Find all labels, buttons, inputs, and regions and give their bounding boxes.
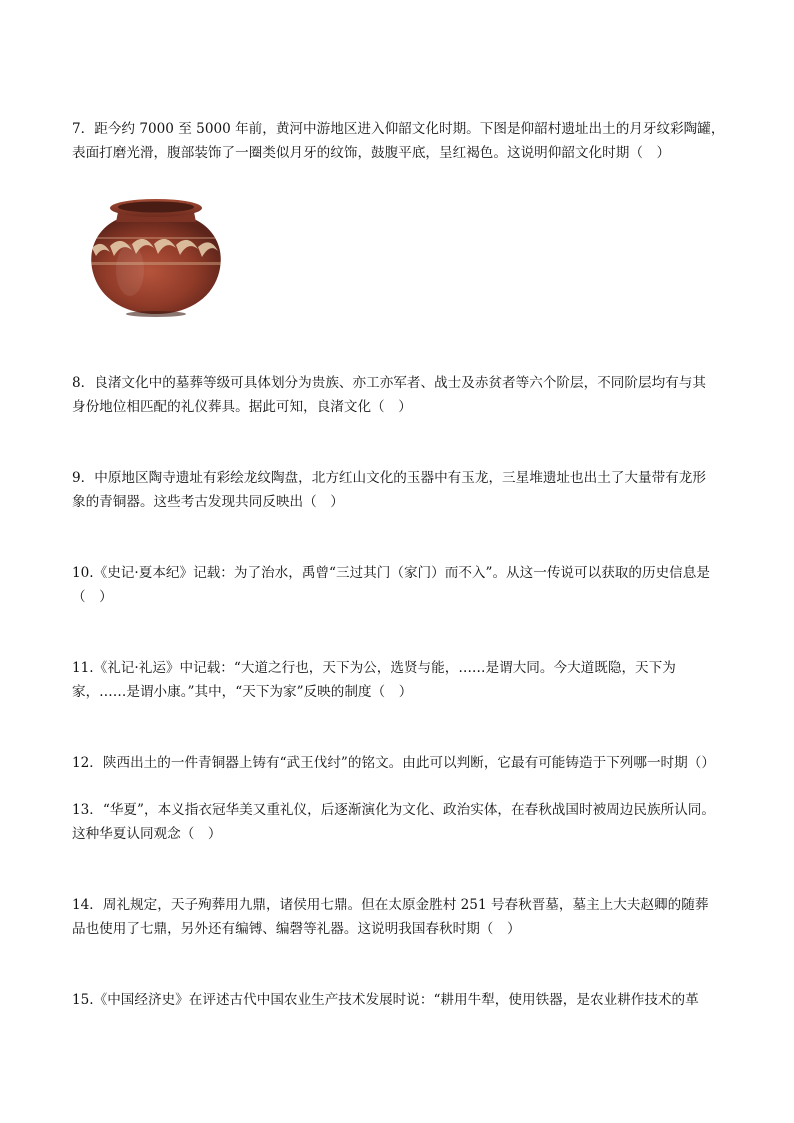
q11-stem-line-1: 11.《礼记·礼运》中记载：“大道之行也，天下为公，选贤与能，……是谓大同。今大道既隐，天下为 <box>72 660 676 676</box>
q9-stem-line-2: 象的青铜器。这些考古发现共同反映出（ ） <box>72 494 344 510</box>
q13-stem-line-2: 这种华夏认同观念（ ） <box>72 826 222 842</box>
painted-pottery-jar-image <box>82 190 230 320</box>
q8-stem-line-2: 身份地位相匹配的礼仪葬具。据此可知，良渚文化（ ） <box>72 399 412 415</box>
q7-stem-line-2: 表面打磨光滑，腹部装饰了一圈类似月牙的纹饰，鼓腹平底，呈红褐色。这说明仰韶文化时期（ ） <box>72 145 671 161</box>
q13-stem-line-1: 13．“华夏”，本义指衣冠华美又重礼仪，后逐渐演化为文化、政治实体，在春秋战国时被周边民族所认同。 <box>72 802 715 818</box>
q10-stem-line-1: 10.《史记·夏本纪》记载：为了治水，禹曾“三过其门（家门）而不入”。从这一传说可以获取的历史信息是 <box>72 565 710 581</box>
q10-stem-line-2: （ ） <box>72 589 113 605</box>
q11-stem-line-2: 家，……是谓小康。”其中，“天下为家”反映的制度（ ） <box>72 684 413 700</box>
q8-stem-line-1: 8．良渚文化中的墓葬等级可具体划分为贵族、亦工亦军者、战士及赤贫者等六个阶层，不同阶层均有与其 <box>72 375 706 391</box>
q9-stem-line-1: 9．中原地区陶寺遗址有彩绘龙纹陶盘，北方红山文化的玉器中有玉龙，三星堆遗址也出土了大量带有龙形 <box>72 470 706 486</box>
q12-stem-line-1: 12．陕西出土的一件青铜器上铸有“武王伐纣”的铭文。由此可以判断，它最有可能铸造于下列哪一时期（） <box>72 755 715 771</box>
q14-stem-line-1: 14．周礼规定，天子殉葬用九鼎，诸侯用七鼎。但在太原金胜村 251 号春秋晋墓，墓主上大夫赵卿的随葬 <box>72 897 709 913</box>
q7-stem-line-1: 7．距今约 7000 至 5000 年前，黄河中游地区进入仰韶文化时期。下图是仰韶村遗址出土的月牙纹彩陶罐， <box>72 121 725 137</box>
q14-stem-line-2: 品也使用了七鼎，另外还有编镈、编磬等礼器。这说明我国春秋时期（ ） <box>72 921 521 937</box>
q15-stem-line-1: 15.《中国经济史》在评述古代中国农业生产技术发展时说：“耕用牛犁，使用铁器，是农业耕作技术的革 <box>72 992 699 1008</box>
